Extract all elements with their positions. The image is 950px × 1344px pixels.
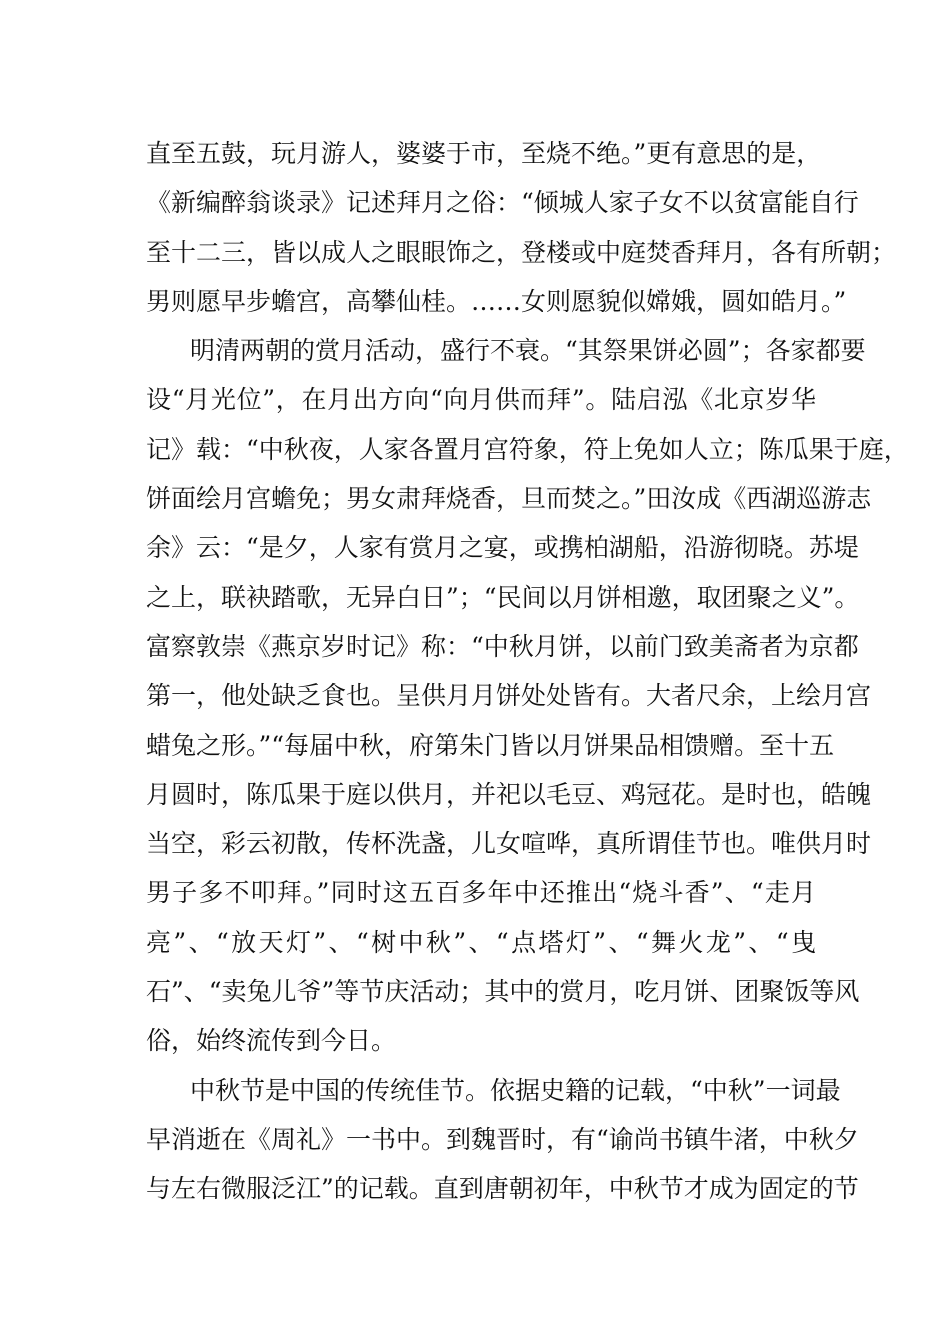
text-line: 明清两朝的赏月活动，盛行不衰。“其祭果饼必圆”；各家都要 [190, 336, 866, 366]
text-line: 余》云：“是夕，人家有赏月之宴，或携柏湖船，沿游彻晓。苏堤 [146, 533, 859, 563]
text-line: 富察敦崇《燕京岁时记》称：“中秋月饼，以前门致美斋者为京都 [146, 631, 859, 661]
text-line: 与左右微服泛江”的记载。直到唐朝初年，中秋节才成为固定的节 [146, 1174, 859, 1204]
text-line: 至十二三，皆以成人之眼眼饰之，登楼或中庭焚香拜月，各有所朝； [146, 237, 897, 267]
text-line: 石”、“卖兔儿爷”等节庆活动；其中的赏月，吃月饼、团聚饭等风 [146, 977, 860, 1007]
body-text [146, 129, 909, 1214]
text-line: 第一，他处缺乏食也。呈供月月饼处处皆有。大者尺余，上绘月宫 [146, 681, 872, 711]
text-line: 直至五鼓，玩月游人，婆婆于市，至烧不绝。”更有意思的是， [146, 139, 822, 168]
text-line: 《新编醉翁谈录》记述拜月之俗：“倾城人家子女不以贫富能自行 [146, 188, 859, 218]
text-line: 中秋节是中国的传统佳节。依据史籍的记载，“中秋”一词最 [190, 1075, 841, 1105]
text-line: 男则愿早步蟾宫，高攀仙桂。……女则愿貌似嫦娥，圆如皓月。” [146, 286, 847, 316]
text-line: 记》载：“中秋夜，人家各置月宫符象，符上免如人立；陈瓜果于庭， [146, 434, 909, 464]
text-line: 当空，彩云初散，传杯洗盏，儿女喧哗，真所谓佳节也。唯供月时 [146, 829, 872, 859]
text-line: 早消逝在《周礼》一书中。到魏晋时，有“谕尚书镇牛渚，中秋夕 [146, 1124, 859, 1154]
text-line: 月圆时，陈瓜果于庭以供月，并祀以毛豆、鸡冠花。是时也，皓魄 [146, 779, 872, 809]
text-line: 俗，始终流传到今日。 [146, 1026, 397, 1056]
text-line: 之上，联袂踏歌，无异白日”；“民间以月饼相邀，取团聚之义”。 [146, 582, 860, 612]
text-line: 男子多不叩拜。”同时这五百多年中还推出“烧斗香”、“走月 [146, 878, 816, 908]
text-line: 设“月光位”，在月出方向“向月供而拜”。陆启泓《北京岁华 [146, 385, 816, 415]
text-line: 蜡兔之形。”“每届中秋，府第朱门皆以月饼果品相馈赠。至十五 [146, 730, 835, 760]
text-line: 亮”、“放天灯”、“树中秋”、“点塔灯”、“舞火龙”、“曳 [146, 927, 816, 957]
text-line: 饼面绘月宫蟾免；男女肃拜烧香，旦而焚之。”田汝成《西湖巡游志 [146, 484, 872, 514]
